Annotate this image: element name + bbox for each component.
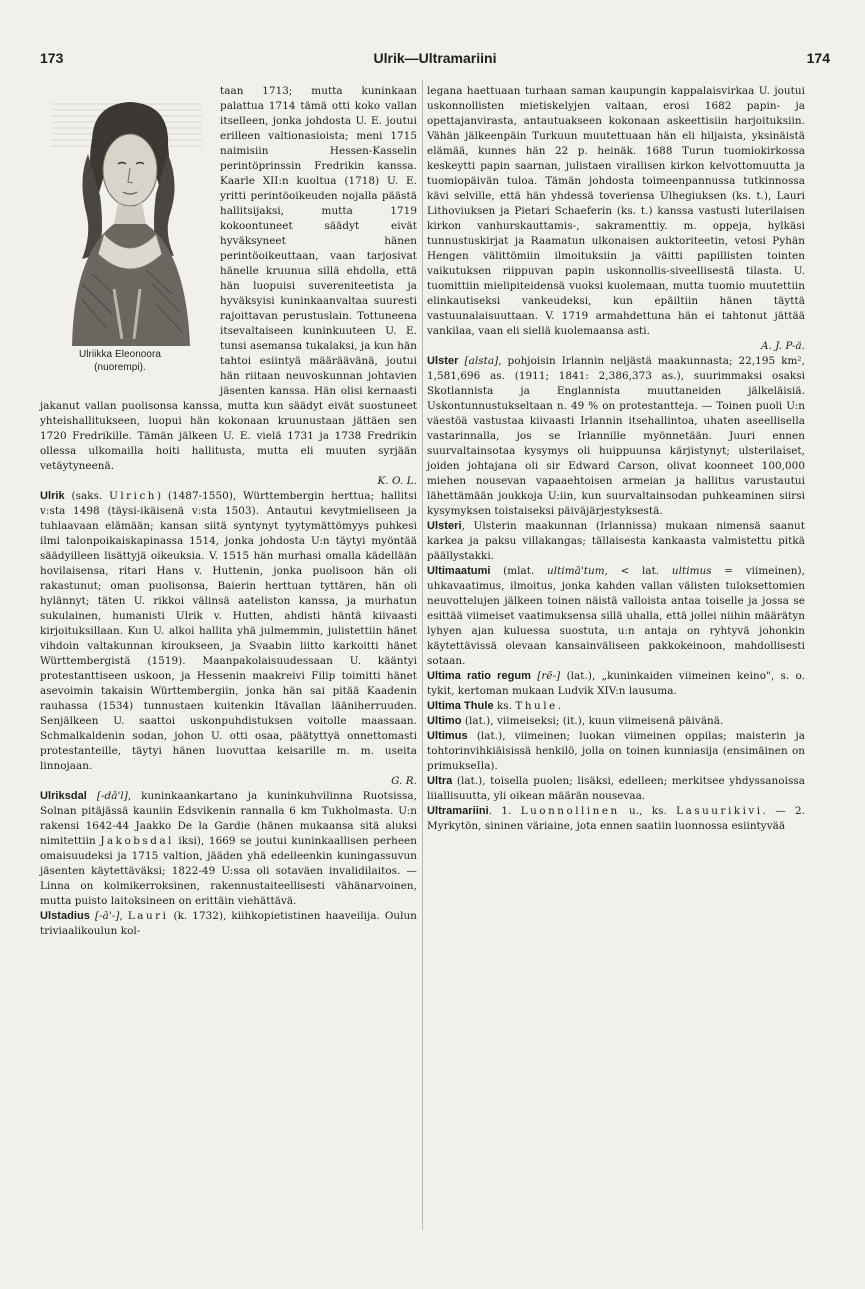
entry-signature: A. J. P-ä. [760, 340, 805, 352]
entry-ulriksdal [40, 789, 417, 909]
right-column [427, 84, 805, 834]
spaced-word: Luonnollinen [520, 805, 620, 817]
portrait-figure [40, 84, 212, 386]
entry-headword: Ultima ratio regum [427, 670, 531, 682]
etymology-word: ultimā'tum [547, 565, 605, 577]
left-column [40, 84, 417, 939]
entry-text: (lat.), „kuninkaiden viimeinen keino", s. o. tykit, kertoman mukaan Ludvik XIV:n lausuma. [427, 670, 806, 697]
entry-text: legana haettuaan turhaan saman kaupungin kappalaisvirkaa U. joutui uskonnollisten mietiskelyjen valtaan, erosi 1682 papin- ja opettajanvirasta, antautuakseen kokonaan askeettisiin harjoituksiin. Vähän jälkeenpäin Turkuun muutettuaan hän eli hiljaista, yksinäistä elämää, kunnes hän 22 p. heinäk. 1688 Turun tuomiokirkossa keskeytti papin saarnan, julistaen virallisen kirkon kelvottomuutta ja tuomiopäivän tuloa. Tämän johdosta toimeenpannussa tutkinnossa kävi selville, että hän yhdessä toveriensa Ulhegiuksen (ks. t.), Lauri Lithoviuksen ja Pietari Schaeferin (ks. t.) kanssa vastusti luterilaisen kirkon vanhurskauttamis-, sakramenttiy. m. oppeja, hylkäsi tunnustuskirjat ja Raamatun ulkonaisen auktoriteetin, vetosi Pyhän Hengen välittömiin ilmoituksiin ja väitti papillisten tointen vaikutuksen riippuvan papin uskonnollis-siveellisestä tilasta. U. tuomittiin mielipiteidensä vuoksi kuolemaan, mutta tuomio muutettiin elinkautiseksi vankeudeksi, kun epäiltiin hänen täyttä vastuunalaisuuttaan. V. 1719 armahdettuna hän ei tahtonut jättää vankilaa, vaan eli siellä kuolemaansa asti. [427, 85, 805, 337]
entry-ultramariini [427, 804, 805, 834]
entry-headword: Ultimus [427, 730, 468, 742]
entry-ultima-thule [427, 699, 805, 714]
pronunciation: [-dā'l] [86, 790, 128, 802]
entry-headword: Ulrik [40, 490, 65, 502]
portrait-caption [40, 348, 200, 374]
spaced-word: Jakobsdal [100, 835, 174, 847]
spaced-word: Ulrich [109, 490, 157, 502]
entry-ulster [427, 354, 805, 519]
entry-text: . [557, 700, 562, 712]
entry-headword: Ultima Thule [427, 700, 494, 712]
entry-text: . 1. [488, 805, 521, 817]
etymology-word: ultimus [671, 565, 712, 577]
spaced-word: Lasuurikivi [676, 805, 763, 817]
entry-text: ) (1487-1550), Württembergin herttua; hallitsi v:sta 1498 (täysi-ikäisenä v:sta 1503). Antautui kevytmieliseen ja tuhlaavaan elämään; kansan siitä syntynyt tyytymättömyys puhkesi ilmi talonpoikaiskapinassa 1514, jonka johdosta U:n täytyi myöntää säädyilleen lisättyjä oikeuksia. V. 1515 hän murhasi omalla kädellään hovilaisensa, ritari Hans v. Huttenin, jonka puolisoon hän oli rakastunut; oman puolisonsa, Baierin herttuan tyttären, hän oli hylännyt; täten U. rikkoi välinsä aateliston kanssa, ja murhatun sukulainen, humanisti Ulrik v. Hutten, ahdisti häntä kiivaasti kirjoituksillaan. Kun U. alkoi hallita yhä julmemmin, julistettiin hänet vihdoin valtakunnan kiroukseen, ja Svaabin liitto karkoitti hänet Württembergistä (1519). Maanpakolaisuudessaan U. kääntyi protestanttiseen uskoon, ja Hessenin maakreivi Filip toimitti hänet asevoimin takaisin Württembergiin, jonka hän sai pitää Kaadenin rauhassa (1534) tunnustaen kuitenkin Itävallan lääniherruuden. Senjälkeen U. saattoi uskonpuhdistuksen voitolle maassaan. Schmalkaldenin sodan, johon U. otti osaa, päätyttyä onnettomasti protestanteille, täytyi hänen luovuttaa keisarille m. m. useita linnojaan. [40, 490, 417, 772]
entry-text: (lat.), toisella puolen; lisäksi, edelleen; merkitsee yhdyssanoissa liiallisuutta, yli oikean määrän nousevaa. [427, 775, 805, 802]
pronunciation: [-ā'-] [89, 910, 120, 922]
entry-headword: Ulriksdal [40, 790, 87, 802]
entry-text: , kuninkaankartano ja kuninkuhvilinna Ruotsissa, Solnan pitäjässä kauniin Edsvikenin rannalla 6 km Tukholmasta. U:n rakensi 1642-44 Jaakko De la Gardie (hänen mukaansa sitä aluksi nimitettiin [40, 790, 417, 847]
entry-text: = viimeinen), uhkavaatimus, ilmoitus, jonka kahden vallan välisten tuloksettomien neuvottelujen jälkeen toinen näistä valloista antaa toiselle ja jossa se esittää viimeiset vaatimuksensa sillä uhalla, että jollei niihin määrätyn lyhyen ajan kuluessa suostuta, u:n antaja on ryhtyvä johonkin käytettävissä olevaan kansainväliseen pakkokeinoon, mahdollisesti sotaan. [427, 565, 805, 667]
entry-signature: G. R. [391, 775, 417, 787]
caption-note: (nuorempi). [94, 362, 146, 373]
entry-text: (mlat. [490, 565, 548, 577]
entry-headword: Ultramariini [427, 805, 489, 817]
entry-signature: K. O. L. [377, 475, 417, 487]
entry-headword: Ultra [427, 775, 453, 787]
page-header [40, 50, 830, 72]
entry-text: , Ulsterin maakunnan (Irlannissa) mukaan nimensä saanut karkea ja paksu villakangas; tällaisesta kankaasta valmistettu pitkä päällystakki. [427, 520, 805, 562]
running-title: Ulrik—Ultramariini [373, 50, 497, 66]
column-divider [422, 80, 423, 1230]
entry-text: u., ks. [619, 805, 677, 817]
entry-ultimaatumi [427, 564, 805, 669]
entry-text: , pohjoisin Irlannin neljästä maakunnasta; 22,195 km², 1,581,696 as. (1911; 1841: 2,386,373 as.), suurimmaksi osaksi Skotlannista ja Englannista muuttaneiden jälkeläisiä. Uskontunnustukseltaan n. 49 % on protestantteja. — Toinen puoli U:n väestöä vastustaa kiivaasti Irlannin itsehallintoa, uhaten aseellisella vastarinnalla, jos se Irlannille myönnetään. Juuri ennen suurvaltainsotaa kysymys oli huippuunsa kärjistynyt; ulsterilaiset, joiden johtajana oli sir Edward Carson, olivat koonneet 100,000 miehen nousevan vapaaehtoisen armeian ja hallitus varustautui lähettämään joukkoja U:iin, kun suurvaltainsodan puhkeaminen siirsi kysymyksen toistaiseksi päiväjärjestyksestä. [427, 355, 806, 517]
entry-text: (k. 1732), kiihkopietistinen haaveilija. Oulun triviaalikoulun kol- [40, 910, 417, 937]
entry-text: (lat.), viimeinen; luokan viimeinen oppilas; maisterin ja tohtorinvihkiäisissä henkilö, jolla on toinen kunniasija (ensimäinen on primukseIla). [427, 730, 805, 772]
entry-ultra [427, 774, 805, 804]
entry-ulstadius-continued [427, 84, 805, 339]
entry-text: iksi), 1669 se joutui kuninkaallisen perheen omaisuudeksi ja 1715 valtion, jääden yhä edelleenkin kuningassuvun jäsenten käytettäväksi; 1822-49 U:ssa oli sotaväen invalidilaitos. — Linna on kolmikerroksinen, rakennustaiteellisesti vähänarvoinen, mutta puisto laitoksineen on erittäin viehättävä. [40, 835, 418, 907]
entry-ultimo [427, 714, 805, 729]
entry-headword: Ultimo [427, 715, 462, 727]
pronunciation: [alsta] [458, 355, 499, 367]
page-number-left: 173 [40, 50, 64, 66]
entry-text: . — 2. Myrkytön, sininen väriaine, jota ennen saatiin luonnossa esiintyvää [427, 805, 806, 832]
pronunciation: [rē-] [530, 670, 561, 682]
entry-text: taan 1713; mutta kuninkaan palattua 1714 tämä otti koko vallan itselleen, jonka johdosta U. E. joutui erilleen valtionasioista; meni 1715 naimisiin Hessen-Kasselin perintöprinssin Fredrikin kanssa. Kaarle XII:n kuoltua (1718) U. E. yritti perintöoikeuden nojalla päästä hallitsijaksi, mutta 1719 kokoontuneet säädyt eivät hyväksyneet hänen perintöoikeuttaan, vaan tarjosivat hänelle kruunua sillä ehdolla, että hän luopuisi suvereniteetista ja hyväksyisi kuninkaanvaltaa suuresti rajoittavan perustuslain. Tottuneena itsevaltaiseen kuninkuuteen U. E. tunsi asemansa tukalaksi, ja kun hän tahtoi esiintyä määräävänä, joutui hän riitaan neuvoskunnan johtavien jäsenten kanssa. Hän olisi kernaasti jakanut vallan puolisonsa kanssa, mutta kun säädyt eivät suostuneet yhteishallitukseen, luopui hän kokonaan kruunustaan jättäen sen 1720 Fredrikille. Tämän jälkeen U. E. vielä 1731 ja 1738 Fredrikin ollessa ulkomailla hoiti hallitusta, mutta eli muuten syrjään vetäytyneenä. [40, 85, 417, 472]
entry-ultimus [427, 729, 805, 774]
entry-headword: Ulstadius [40, 910, 90, 922]
entry-ulsteri [427, 519, 805, 564]
entry-text: (saks. [64, 490, 110, 502]
entry-text: , < lat. [604, 565, 672, 577]
entry-ultima-ratio-regum [427, 669, 805, 699]
entry-text: ks. [493, 700, 516, 712]
entry-headword: Ulsteri [427, 520, 462, 532]
entry-text: (lat.), viimeiseksi; (it.), kuun viimeisenä päivänä. [461, 715, 724, 727]
entry-ulrik [40, 489, 417, 774]
portrait-engraving-icon [52, 84, 202, 346]
spaced-word: Lauri [127, 910, 169, 922]
entry-headword: Ulster [427, 355, 459, 367]
spaced-word: Thule [515, 700, 558, 712]
entry-ulstadius [40, 909, 417, 939]
caption-name: Ulriikka Eleonoora [78, 349, 162, 360]
entry-text: , [119, 910, 128, 922]
page-number-right: 174 [806, 50, 830, 66]
entry-headword: Ultimaatumi [427, 565, 491, 577]
